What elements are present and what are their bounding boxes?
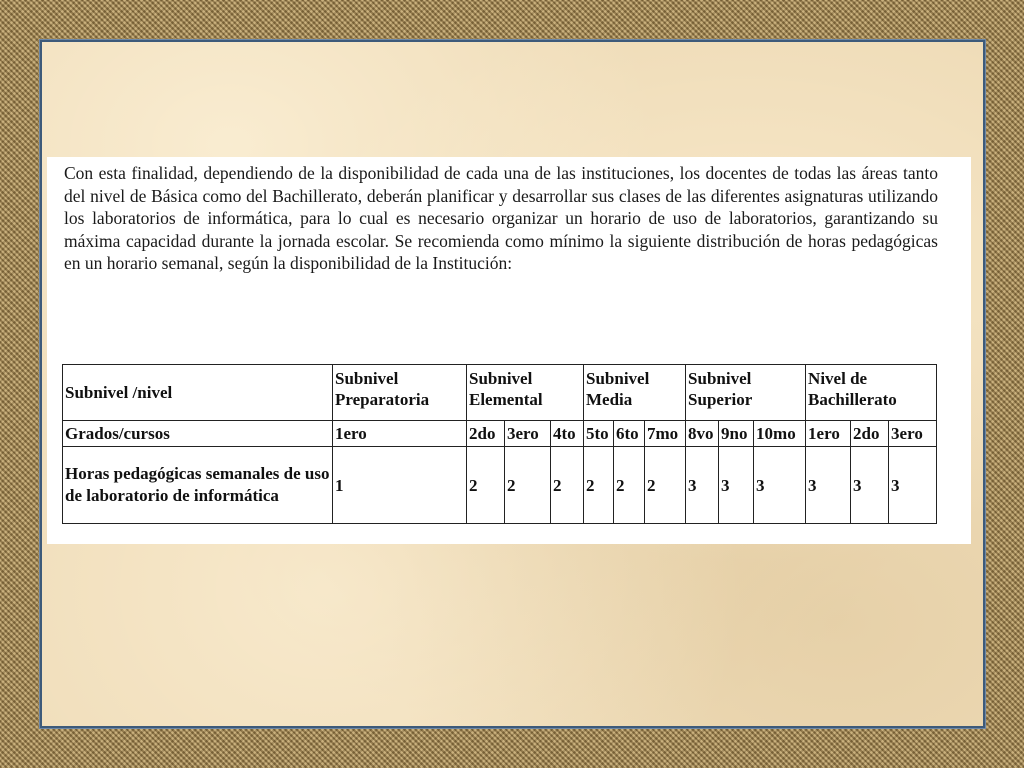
grade-cell: 2do xyxy=(467,421,505,447)
grade-cell: 3ero xyxy=(889,421,937,447)
grade-cell: 5to xyxy=(584,421,614,447)
grade-cell: 6to xyxy=(614,421,645,447)
hours-row xyxy=(63,447,937,524)
hours-cell: 1 xyxy=(333,447,467,524)
level-media-cell: Subnivel Media xyxy=(584,365,686,421)
hours-cell: 3 xyxy=(889,447,937,524)
grade-cell: 8vo xyxy=(686,421,719,447)
grade-cell: 1ero xyxy=(806,421,851,447)
grade-cell: 9no xyxy=(719,421,754,447)
hours-cell: 3 xyxy=(806,447,851,524)
grade-cell: 4to xyxy=(551,421,584,447)
hours-cell: 3 xyxy=(851,447,889,524)
hours-cell: 3 xyxy=(686,447,719,524)
hours-label-cell: Horas pedagógicas semanales de uso de laboratorio de informática xyxy=(63,447,333,524)
body-paragraph: Con esta finalidad, dependiendo de la disponibilidad de cada una de las instituciones, los docentes de todas las áreas tanto del nivel de Básica como del Bachillerato, deberán planificar y desarrollar sus clases de las diferentes asignaturas utilizando los laboratorios de informática, para lo cual es necesario organizar un horario de uso de laboratorios, garantizando su máxima capacidad durante la jornada escolar. Se recomienda como mínimo la siguiente distribución de horas pedagógicas en un horario semanal, según la disponibilidad de la Institución: xyxy=(64,163,938,273)
level-superior-cell: Subnivel Superior xyxy=(686,365,806,421)
hours-cell: 3 xyxy=(719,447,754,524)
lab-hours-table xyxy=(62,364,937,524)
grade-cell: 10mo xyxy=(754,421,806,447)
grade-cell: 3ero xyxy=(505,421,551,447)
grade-cell: 1ero xyxy=(333,421,467,447)
hours-cell: 2 xyxy=(505,447,551,524)
level-bachillerato-cell: Nivel de Bachillerato xyxy=(806,365,937,421)
level-preparatoria-cell: Subnivel Preparatoria xyxy=(333,365,467,421)
document-excerpt xyxy=(47,157,971,544)
hours-cell: 2 xyxy=(467,447,505,524)
grades-row xyxy=(63,421,937,447)
hours-cell: 2 xyxy=(551,447,584,524)
hours-cell: 2 xyxy=(645,447,686,524)
header-label-cell: Subnivel /nivel xyxy=(63,365,333,421)
grades-label-cell: Grados/cursos xyxy=(63,421,333,447)
table-header-row xyxy=(63,365,937,421)
hours-cell: 3 xyxy=(754,447,806,524)
hours-cell: 2 xyxy=(614,447,645,524)
hours-cell: 2 xyxy=(584,447,614,524)
level-elemental-cell: Subnivel Elemental xyxy=(467,365,584,421)
grade-cell: 7mo xyxy=(645,421,686,447)
grade-cell: 2do xyxy=(851,421,889,447)
